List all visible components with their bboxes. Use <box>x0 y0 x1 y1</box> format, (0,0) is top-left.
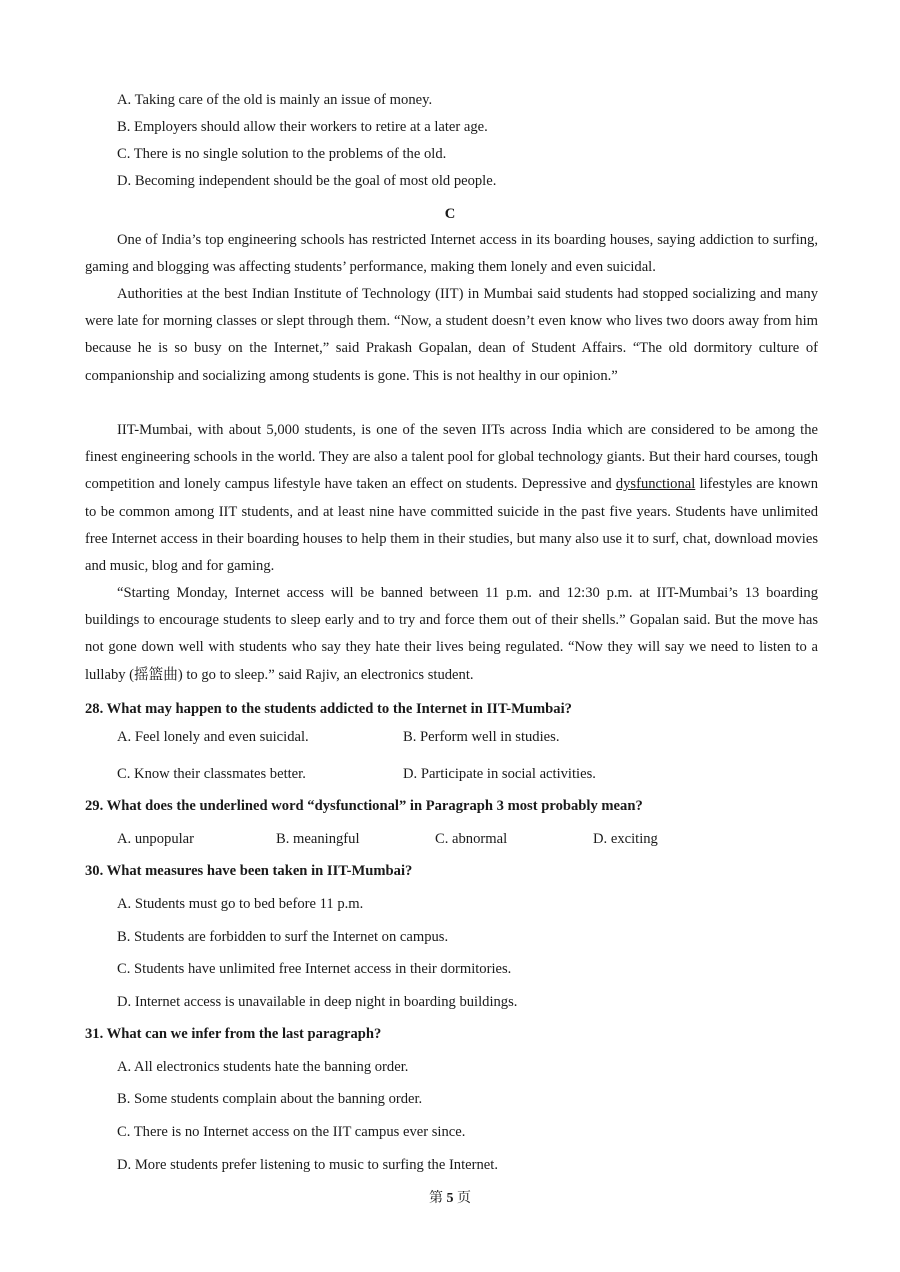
q29-option-a: A. unpopular <box>117 831 195 847</box>
passage-paragraph-4: “Starting Monday, Internet access will be banned between 11 p.m. and 12:30 p.m. at IIT-Mumbai’s 13 boarding buildings to encourage students to sleep early and to try and force them out of their shells.” Gopalan said. But the move has not gone down well with students who say they hate their lives being regulated. “Now they will say we need to listen to a lullaby (摇篮曲) to go to sleep.” said Rajiv, an electronics student. <box>85 585 818 683</box>
page-footer <box>0 1190 900 1208</box>
q31-option-c: C. There is no Internet access on the IIT campus ever since. <box>117 1124 466 1140</box>
q29-option-c: C. abnormal <box>435 831 508 847</box>
prev-option-b: B. Employers should allow their workers to retire at a later age. <box>117 119 488 135</box>
q28-option-a: A. Feel lonely and even suicidal. <box>117 729 309 745</box>
prev-option-c: C. There is no single solution to the problems of the old. <box>117 146 447 162</box>
q28-option-d: D. Participate in social activities. <box>403 766 596 782</box>
q31-option-b: B. Some students complain about the banning order. <box>117 1091 423 1107</box>
section-label: C <box>444 206 456 222</box>
q28-option-c: C. Know their classmates better. <box>117 766 306 782</box>
q30-option-c: C. Students have unlimited free Internet access in their dormitories. <box>117 961 512 977</box>
passage-paragraph-1: One of India’s top engineering schools has restricted Internet access in its boarding houses, saying addiction to surfing, gaming and blogging was affecting students’ performance, making them lonely and even suicidal. <box>85 232 818 276</box>
q30-option-b: B. Students are forbidden to surf the Internet on campus. <box>117 929 449 945</box>
question-29-stem: 29. What does the underlined word “dysfunctional” in Paragraph 3 most probably mean? <box>85 798 643 814</box>
prev-option-d: D. Becoming independent should be the goal of most old people. <box>117 173 497 189</box>
page-number: 5 <box>446 1191 454 1206</box>
q31-option-a: A. All electronics students hate the banning order. <box>117 1059 409 1075</box>
passage-paragraph-2: Authorities at the best Indian Institute of Technology (IIT) in Mumbai said students had stopped socializing and many were late for morning classes or slept through them. “Now, a student doesn’t even know who lives two doors away from him because he is so busy on the Internet,” said Prakash Gopalan, dean of Student Affairs. “The old dormitory culture of companionship and socializing among students is gone. This is not healthy in our opinion.” <box>85 286 818 384</box>
question-30-stem: 30. What measures have been taken in IIT-Mumbai? <box>85 863 413 879</box>
prev-option-a: A. Taking care of the old is mainly an issue of money. <box>117 92 433 108</box>
underlined-word: dysfunctional <box>615 476 696 493</box>
question-31-stem: 31. What can we infer from the last paragraph? <box>85 1026 382 1042</box>
q29-option-b: B. meaningful <box>276 831 360 847</box>
q29-option-d: D. exciting <box>593 831 658 847</box>
page-label-post: 页 <box>457 1191 471 1206</box>
page-label-pre: 第 <box>429 1191 443 1206</box>
question-28-stem: 28. What may happen to the students addicted to the Internet in IIT-Mumbai? <box>85 701 572 717</box>
q30-option-d: D. Internet access is unavailable in deep night in boarding buildings. <box>117 994 518 1010</box>
passage-paragraph-3: IIT-Mumbai, with about 5,000 students, is one of the seven IITs across India which are considered to be among the finest engineering schools in the world. They are also a talent pool for global technology giants. But their hard courses, tough competition and lonely campus lifestyle have taken an effect on students. Depressive and dysfunctional lifestyles are known to be common among IIT students, and at least nine have committed suicide in the past five years. Students have unlimited free Internet access in their boarding houses to help them in their studies, but many also use it to surf, chat, download movies and music, blog and for gaming. <box>85 422 818 575</box>
q31-option-d: D. More students prefer listening to music to surfing the Internet. <box>117 1157 498 1173</box>
q30-option-a: A. Students must go to bed before 11 p.m. <box>117 896 364 912</box>
q28-option-b: B. Perform well in studies. <box>403 729 560 745</box>
